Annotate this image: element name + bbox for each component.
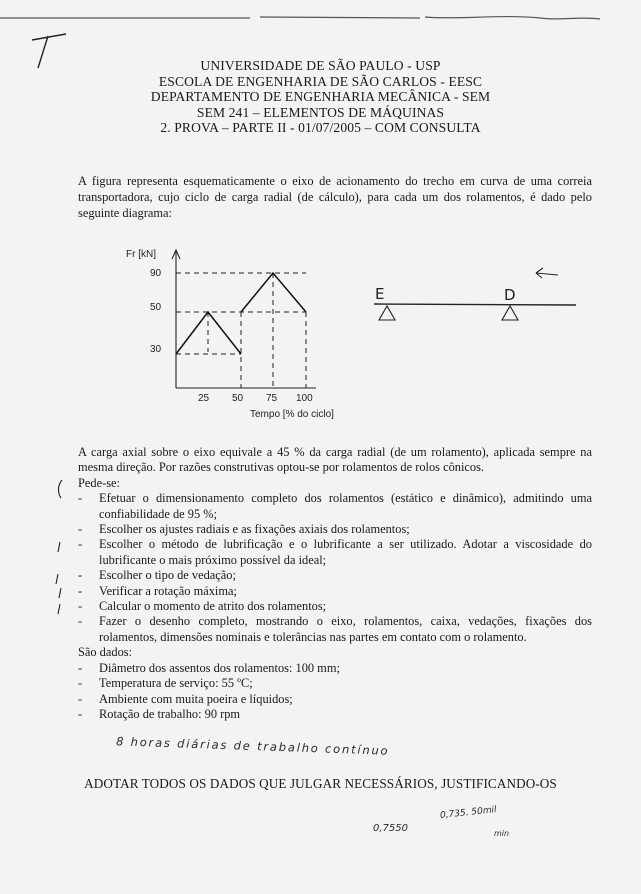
handwritten-calc-3: min [494, 829, 510, 838]
handwritten-note: 8 horas diárias de trabalho contínuo [115, 734, 390, 758]
y-tick-50: 50 [150, 302, 162, 313]
x-axis-label: Tempo [% do ciclo] [250, 409, 334, 420]
support-right [502, 306, 518, 320]
list-item: - Fazer o desenho completo, mostrando o eixo, rolamentos, caixa, vedações, fixações dos rolamentos, dimensões nominais e tolerâncias nas partes em contato com o rolamento. [78, 614, 592, 644]
list-item: - Calcular o momento de atrito dos rolamentos; [78, 599, 327, 614]
axial-load-paragraph: A carga axial sobre o eixo equivale a 45 % da carga radial (de um rolamento), aplicada sempre na mesma direção. Por razões construtivas optou-se por rolamentos de rolos cônicos. [78, 445, 592, 475]
support-left [379, 306, 395, 320]
pedese-list [78, 491, 592, 645]
y-axis-label: Fr [kN] [126, 249, 156, 260]
header-school: ESCOLA DE ENGENHARIA DE SÃO CARLOS - EESC [158, 73, 483, 89]
x-tick-25: 25 [198, 393, 210, 404]
dados-list [78, 661, 592, 723]
header-university: UNIVERSIDADE DE SÃO PAULO - USP [200, 58, 441, 73]
dados-label: São dados: [78, 645, 133, 660]
handwritten-check-marks [52, 478, 82, 628]
footer-instruction: ADOTAR TODOS OS DADOS QUE JULGAR NECESSÁRIOS, JUSTIFICANDO-OS [84, 776, 557, 791]
list-item: - Escolher os ajustes radiais e as fixações axiais dos rolamentos; [78, 522, 410, 537]
y-tick-30: 30 [150, 344, 162, 355]
x-tick-100: 100 [296, 393, 313, 404]
shaft-line [374, 304, 576, 305]
beam-label-d: D [504, 286, 516, 304]
header-exam-info: 2. PROVA – PARTE II - 01/07/2005 – COM CONSULTA [160, 120, 481, 136]
x-tick-50: 50 [232, 393, 244, 404]
list-item: - Ambiente com muita poeira e líquidos; [78, 691, 293, 706]
arrow-left-icon [536, 268, 558, 278]
intro-paragraph: A figura representa esquematicamente o eixo de acionamento do trecho em curva de uma correia transportadora, cujo ciclo de carga radial (de cálculo), para cada um dos rolamentos, é dado pelo seguinte diagrama: [78, 174, 592, 220]
list-item: - Rotação de trabalho: 90 rpm [78, 706, 241, 721]
shaft-sketch [360, 262, 590, 332]
scan-top-edge [0, 14, 641, 22]
y-tick-90: 90 [150, 268, 162, 279]
pedese-label: Pede-se: [78, 475, 120, 490]
dashed-guides [176, 273, 306, 388]
list-item: - Verificar a rotação máxima; [78, 583, 237, 598]
load-cycle-diagram [110, 240, 390, 425]
beam-label-e: E [375, 285, 385, 303]
problem-body [78, 445, 592, 722]
handwritten-calc-2: 0,735. 50mil [439, 805, 498, 821]
header-department: DEPARTAMENTO DE ENGENHARIA MECÂNICA - SEM [150, 89, 491, 105]
list-item: - Efetuar o dimensionamento completo dos rolamentos (estático e dinâmico), admitindo uma confiabilidade de 95 %; [78, 491, 592, 521]
x-tick-75: 75 [266, 393, 278, 404]
list-item: - Diâmetro dos assentos dos rolamentos: 100 mm; [78, 660, 340, 675]
handwritten-calc-1: 0,7550 [373, 823, 408, 834]
list-item: - Temperatura de serviço: 55 ºC; [78, 676, 253, 691]
list-item: - Escolher o método de lubrificação e o lubrificante a ser utilizado. Adotar a viscosidade do lubrificante o mais próximo possível da ideal; [78, 537, 592, 567]
list-item: - Escolher o tipo de vedação; [78, 568, 236, 583]
header-course: SEM 241 – ELEMENTOS DE MÁQUINAS [196, 104, 445, 120]
exam-header [0, 58, 641, 136]
